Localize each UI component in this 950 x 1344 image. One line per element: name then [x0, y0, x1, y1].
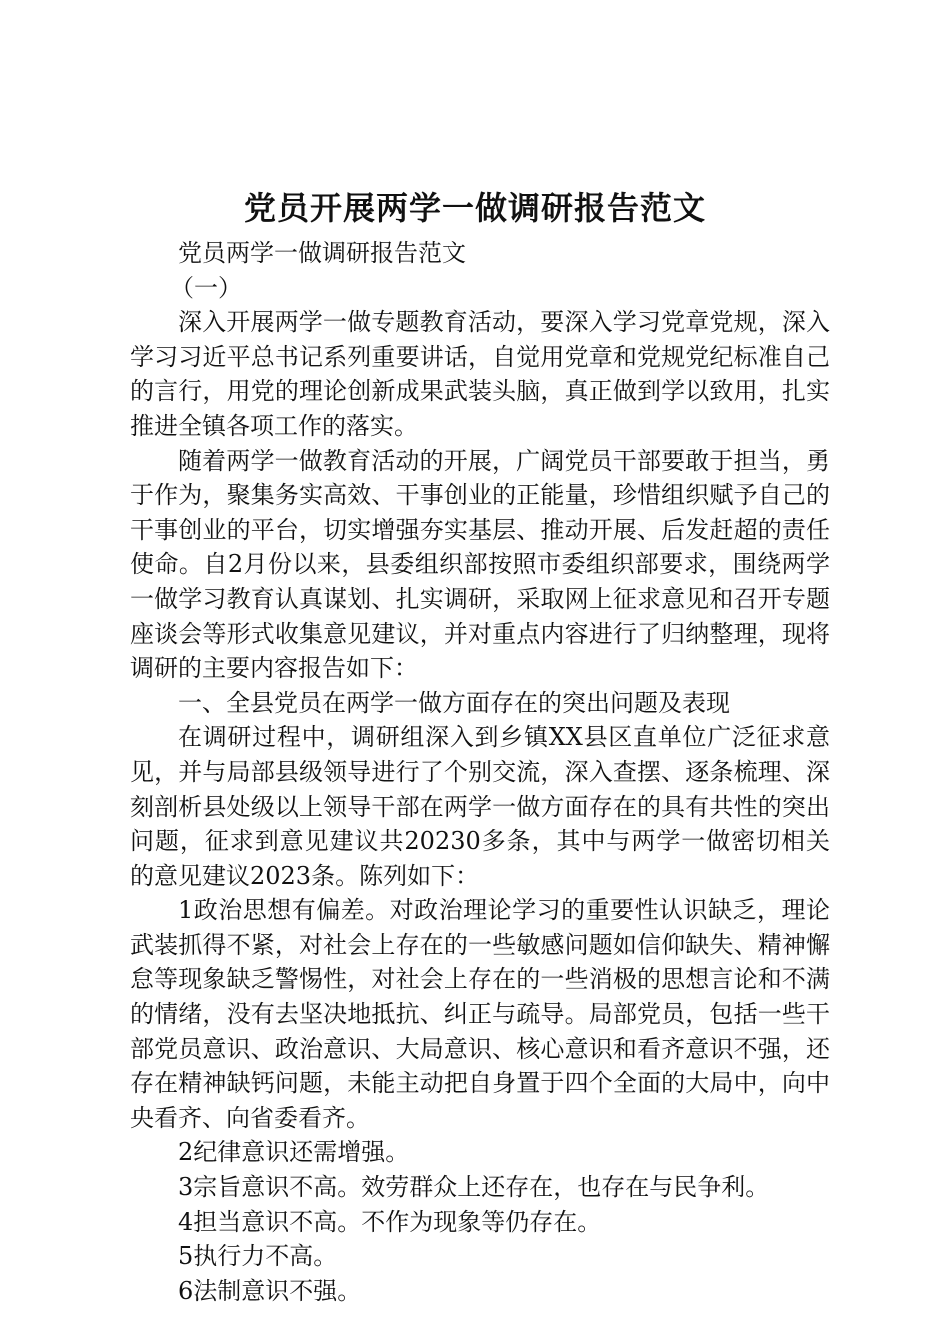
- section-marker-paragraph: （一）: [170, 273, 242, 302]
- list-item-paragraph: 1政治思想有偏差。对政治理论学习的重要性认识缺乏，理论武装抓得不紧，对社会上存在的一些敏感问题如信仰缺失、精神懈怠等现象缺乏警惕性，对社会上存在的一些消极的思想言论和不满的情绪，没有去坚决地抵抗、纠正与疏导。局部党员，包括一些干部党员意识、政治意识、大局意识、核心意识和看齐意识不强，还存在精神缺钙问题，未能主动把自身置于四个全面的大局中，向中央看齐、向省委看齐。: [130, 896, 830, 1132]
- section-heading: 一、全县党员在两学一做方面存在的突出问题及表现: [178, 688, 730, 717]
- body-paragraph: 随着两学一做教育活动的开展，广阔党员干部要敢于担当，勇于作为，聚集务实高效、干事创业的正能量，珍惜组织赋予自己的干事创业的平台，切实增强夯实基层、推动开展、后发赶超的责任使命。自2月份以来，县委组织部按照市委组织部要求，围绕两学一做学习教育认真谋划、扎实调研，采取网上征求意见和召开专题座谈会等形式收集意见建议，并对重点内容进行了归纳整理，现将调研的主要内容报告如下：: [130, 446, 830, 683]
- list-item-paragraph: 5执行力不高。: [178, 1242, 338, 1271]
- list-item-paragraph: 2纪律意识还需增强。: [178, 1138, 410, 1167]
- list-item-paragraph: 4担当意识不高。不作为现象等仍存在。: [178, 1207, 602, 1236]
- list-item-paragraph: 6法制意识不强。: [178, 1276, 362, 1305]
- document-body: [130, 236, 830, 1308]
- body-paragraph: 深入开展两学一做专题教育活动，要深入学习党章党规，深入学习习近平总书记系列重要讲话，自觉用党章和党规党纪标准自己的言行，用党的理论创新成果武装头脑，真正做到学以致用，扎实推进全镇各项工作的落实。: [130, 308, 830, 440]
- list-item-paragraph: 3宗旨意识不高。效劳群众上还存在，也存在与民争利。: [178, 1173, 770, 1202]
- document-title: 党员开展两学一做调研报告范文: [243, 189, 706, 227]
- body-paragraph: 在调研过程中，调研组深入到乡镇XX县区直单位广泛征求意见，并与局部县级领导进行了个别交流，深入查摆、逐条梳理、深刻剖析县处级以上领导干部在两学一做方面存在的具有共性的突出问题，征求到意见建议共20230多条，其中与两学一做密切相关的意见建议2023条。陈列如下：: [130, 723, 830, 890]
- subtitle-paragraph: 党员两学一做调研报告范文: [178, 239, 466, 267]
